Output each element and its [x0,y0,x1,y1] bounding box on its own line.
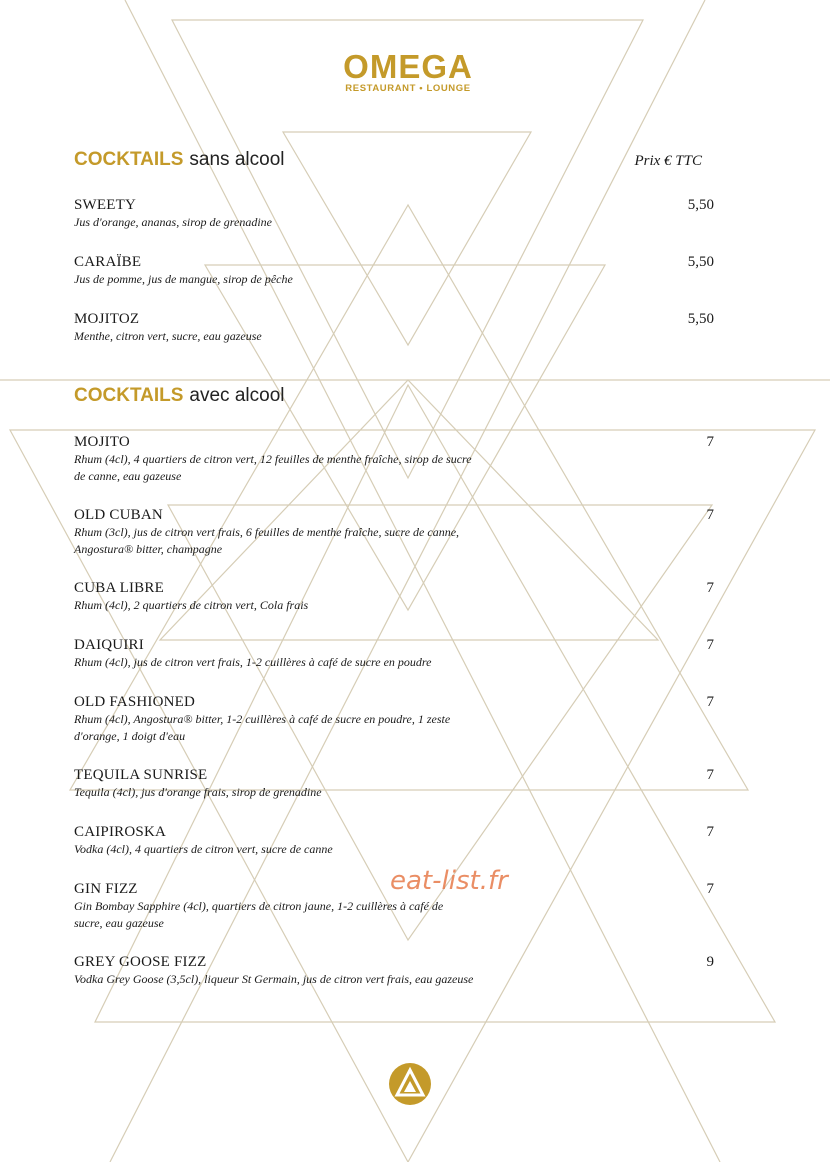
item-name: CARAÏBE [74,254,142,270]
menu-item [74,311,714,345]
item-name: CAIPIROSKA [74,824,167,840]
item-price: 5,50 [687,197,714,213]
section-title-rest: sans alcool [189,149,285,170]
item-description: Jus de pomme, jus de mangue, sirop de pêche [74,272,293,286]
item-price: 5,50 [687,254,714,270]
item-description: Rhum (4cl), Angostura® bitter, 1-2 cuillères à café de sucre en poudre, 1 zeste d'orange, 1 doigt d'eau [74,712,451,743]
item-name: CUBA LIBRE [74,580,164,596]
section-title-highlight: COCKTAILS [74,385,184,406]
menu-item [74,254,714,288]
item-price: 7 [706,767,714,783]
item-price: 7 [706,434,714,450]
omega-monogram-icon [387,1061,433,1107]
item-name: GREY GOOSE FIZZ [74,954,207,970]
section-title-avec-alcool [74,386,284,405]
item-price: 7 [706,580,714,596]
item-description: Jus d'orange, ananas, sirop de grenadine [74,215,272,229]
item-description: Rhum (4cl), 2 quartiers de citron vert, Cola frais [74,598,309,612]
item-price: 7 [706,694,714,710]
item-description: Rhum (3cl), jus de citron vert frais, 6 feuilles de menthe fraîche, sucre de canne, Angostura® bitter, champagne [74,525,460,556]
item-price: 7 [706,824,714,840]
restaurant-logo-subtitle: RESTAURANT • LOUNGE [345,83,471,94]
menu-item [74,767,714,801]
section-title-highlight: COCKTAILS [74,149,184,170]
item-price: 7 [706,507,714,523]
menu-item [74,694,714,745]
item-price: 9 [706,954,714,970]
item-description: Gin Bombay Sapphire (4cl), quartiers de citron jaune, 1-2 cuillères à café de sucre, eau gazeuse [74,899,444,930]
item-name: MOJITO [74,434,130,450]
item-description: Vodka Grey Goose (3,5cl), liqueur St Germain, jus de citron vert frais, eau gazeuse [74,972,474,986]
item-name: GIN FIZZ [74,881,138,897]
item-name: DAIQUIRI [74,637,144,653]
item-description: Vodka (4cl), 4 quartiers de citron vert, sucre de canne [74,842,333,856]
item-description: Rhum (4cl), jus de citron vert frais, 1-2 cuillères à café de sucre en poudre [74,655,432,669]
menu-item [74,637,714,671]
menu-item [74,824,714,858]
item-name: OLD FASHIONED [74,694,196,710]
item-name: TEQUILA SUNRISE [74,767,208,783]
item-name: OLD CUBAN [74,507,163,523]
menu-item [74,507,714,558]
restaurant-logo-title: OMEGA [343,48,473,85]
item-description: Menthe, citron vert, sucre, eau gazeuse [74,329,262,343]
item-description: Tequila (4cl), jus d'orange frais, sirop de grenadine [74,785,322,799]
menu-item [74,434,714,485]
section-title-rest: avec alcool [189,385,285,406]
watermark-text: eat-list.fr [390,866,508,896]
section-title-sans-alcool [74,150,284,169]
item-name: SWEETY [74,197,137,213]
item-price: 7 [706,881,714,897]
menu-item [74,197,714,231]
menu-item [74,580,714,614]
item-price: 5,50 [687,311,714,327]
item-name: MOJITOZ [74,311,140,327]
item-price: 7 [706,637,714,653]
price-column-header: Prix € TTC [634,153,702,169]
menu-item [74,954,714,988]
item-description: Rhum (4cl), 4 quartiers de citron vert, 12 feuilles de menthe fraîche, sirop de sucre de canne, eau gazeuse [74,452,472,483]
